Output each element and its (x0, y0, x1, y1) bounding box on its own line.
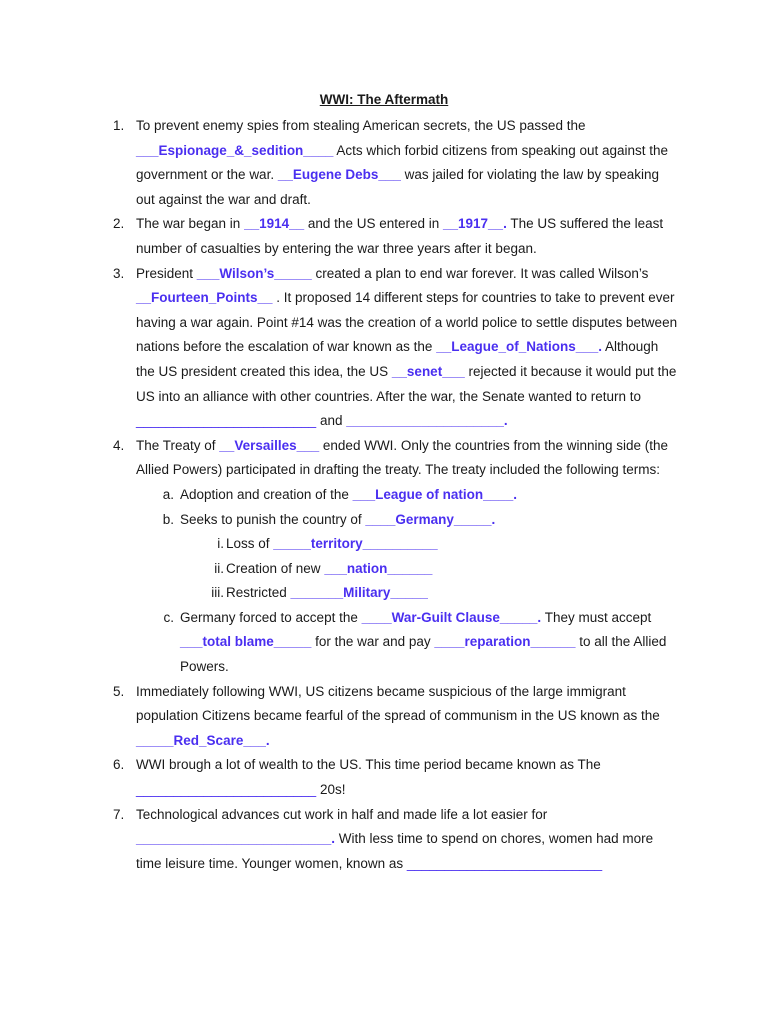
question-list (110, 114, 680, 876)
answer-war-guilt: ____War-Guilt Clause_____. (361, 609, 542, 625)
question-text: With less time to spend on chores, women had more time leisure time. Younger women, known as (136, 831, 654, 871)
blank-line: ________________________ (136, 782, 317, 798)
sub-item-text: Adoption and creation of the (180, 486, 353, 502)
question-1 (110, 114, 680, 212)
roman-numeral: i. (217, 536, 224, 552)
question-text: The US suffered the least number of casualties by entering the war three years after it began. (136, 216, 664, 256)
sub-item-text: Loss of (226, 536, 274, 552)
question-text: Technological advances cut work in half and made life a lot easier for (136, 806, 548, 822)
answer-league-of-nation: ___League of nation____. (352, 486, 517, 502)
question-text: ended WWI. Only the countries from the winning side (the Allied Powers) participated in drafting the treaty. The treaty included the following terms: (136, 437, 669, 478)
answer-total-blame: ___total blame_____ (180, 634, 312, 650)
answer-reparation: ____reparation______ (434, 634, 576, 650)
question-text: The Treaty of (136, 437, 220, 453)
question-6 (110, 753, 680, 802)
blank-line: __________________________ (406, 855, 603, 871)
sub-item-a (136, 483, 680, 508)
sub-item-text: to all the Allied Powers. (180, 634, 667, 675)
blank-line: ________________________ (136, 413, 317, 429)
question-5 (110, 680, 680, 754)
answer-fourteen-points: __Fourteen_Points__ (136, 290, 273, 306)
question-text: was jailed for violating the law by speaking out against the war and draft. (136, 167, 660, 207)
question-text: 20s! (316, 782, 346, 798)
roman-numeral: iii. (211, 585, 224, 601)
question-number: 2. (113, 216, 125, 232)
question-text: Although the US president created this idea, the US (136, 339, 659, 379)
question-number: 3. (113, 265, 125, 281)
question-text: The war began in (136, 216, 245, 232)
sub-item-text: Creation of new (226, 560, 325, 576)
question-text: Acts which forbid citizens from speaking out against the government or the war. (136, 142, 669, 183)
question-number: 5. (113, 683, 125, 699)
answer-military: _______Military_____ (290, 585, 428, 601)
question-2 (110, 212, 680, 261)
answer-nation: ___nation______ (324, 560, 433, 576)
sub-sub-item-i (136, 532, 680, 557)
sub-item-text: They must accept (541, 609, 652, 625)
question-number: 4. (113, 437, 125, 453)
question-3 (110, 262, 680, 434)
answer-1914: __1914__ (244, 216, 305, 232)
answer-versailles: __Versailles___ (219, 437, 320, 453)
answer-red-scare: _____Red_Scare___. (136, 732, 270, 748)
answer-senet: __senet___ (391, 363, 465, 379)
question-text: and (316, 413, 347, 429)
sub-item-text: Restricted (226, 585, 291, 601)
sub-item-text: Germany forced to accept the (180, 609, 362, 625)
question-text: and the US entered in (304, 216, 443, 232)
question-text: . It proposed 14 different steps for countries to take to prevent ever having a war again. Point #14 was the creation of a world police to settle disputes between nations before the escalation of war known as the (136, 290, 678, 355)
blank-line: _____________________. (346, 413, 508, 429)
sub-item-letter: c. (163, 609, 174, 625)
question-text: rejected it because it would put the US into an alliance with other countries. After the war, the Senate wanted to return to (136, 363, 677, 404)
blank-line: __________________________. (136, 831, 335, 847)
question-7 (110, 803, 680, 877)
answer-league: __League_of_Nations___. (436, 339, 603, 355)
answer-1917: __1917__. (443, 216, 507, 232)
sub-sub-item-iii (136, 581, 680, 606)
question-text: To prevent enemy spies from stealing American secrets, the US passed the (136, 118, 586, 133)
question-text: President (136, 265, 197, 281)
sub-item-c (136, 606, 680, 680)
question-text: created a plan to end war forever. It was called Wilson’s (311, 265, 649, 281)
roman-numeral: ii. (214, 560, 224, 576)
question-text: Immediately following WWI, US citizens became suspicious of the large immigrant population Citizens became fearful of the spread of communism in the US known as the (136, 683, 660, 724)
answer-germany: ____Germany_____. (365, 511, 496, 527)
question-number: 6. (113, 757, 125, 773)
sub-item-text: Seeks to punish the country of (180, 511, 366, 527)
page-title: WWI: The Aftermath (319, 92, 449, 107)
sub-item-letter: b. (162, 511, 174, 527)
question-number: 7. (113, 806, 125, 822)
sub-sub-item-ii (136, 557, 680, 582)
sub-item-b (136, 508, 680, 533)
answer-wilson: ___Wilson’s_____ (196, 265, 312, 281)
sub-item-letter: a. (162, 486, 174, 502)
question-4 (110, 434, 680, 680)
question-number: 1. (113, 118, 125, 133)
answer-debs: __Eugene Debs___ (277, 167, 401, 183)
sub-item-text: for the war and pay (311, 634, 435, 650)
question-text: WWI brough a lot of wealth to the US. This time period became known as The (136, 757, 601, 773)
answer-espionage: ___Espionage_&_sedition____ (136, 142, 334, 158)
answer-territory: _____territory__________ (273, 536, 438, 552)
